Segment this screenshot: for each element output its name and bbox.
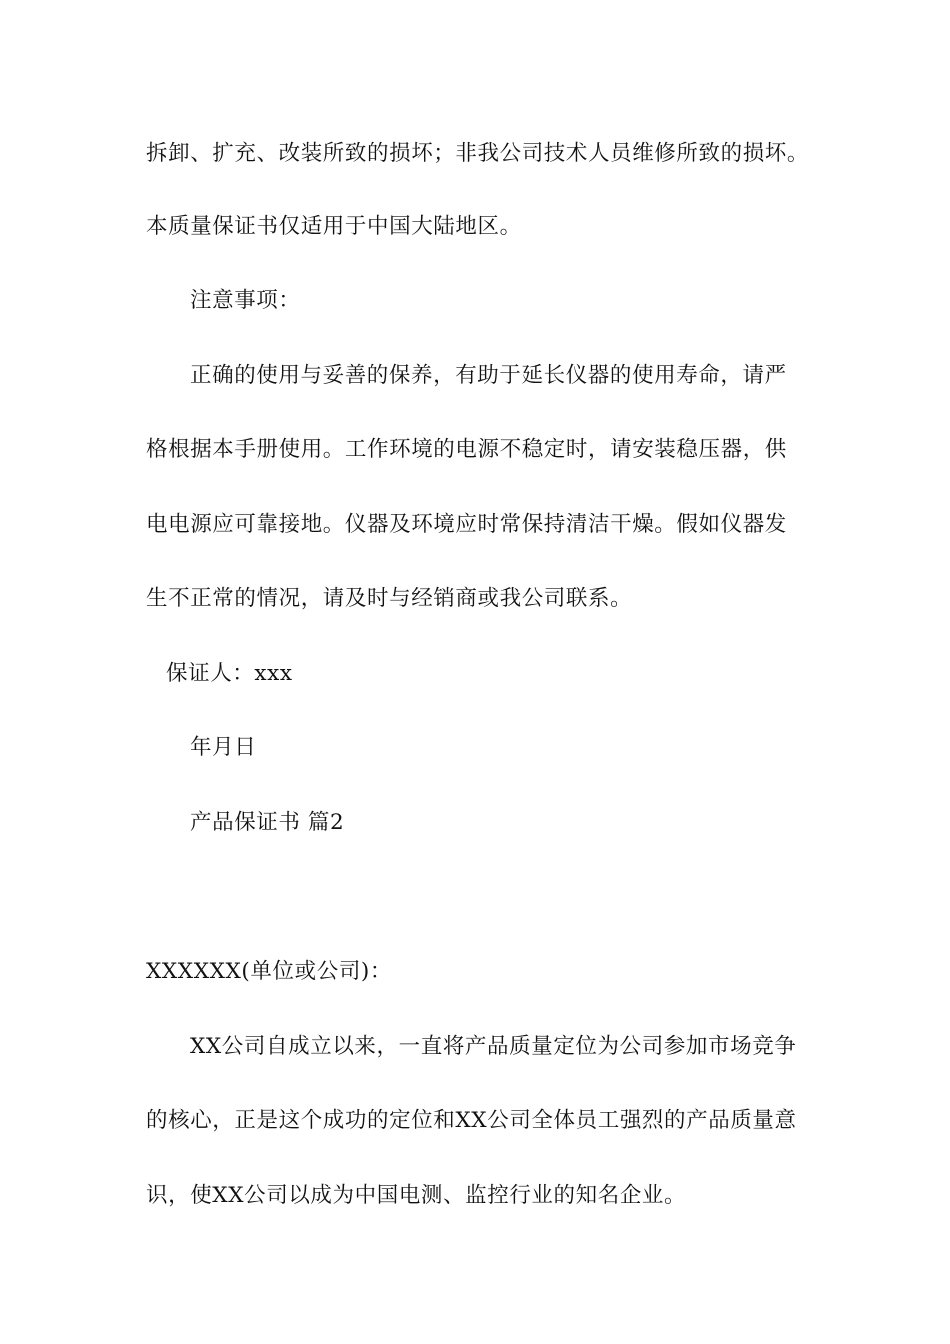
date-line: 年月日 xyxy=(190,735,257,760)
paragraph-line: 正确的使用与妥善的保养，有助于延长仪器的使用寿命，请严 xyxy=(190,363,787,388)
guarantor-line: 保证人：xxx xyxy=(166,661,293,686)
paragraph-line: 格根据本手册使用。工作环境的电源不稳定时，请安装稳压器，供 xyxy=(146,437,787,462)
paragraph-line: XX公司自成立以来，一直将产品质量定位为公司参加市场竞争 xyxy=(190,1034,797,1059)
paragraph-line: 识，使XX公司以成为中国电测、监控行业的知名企业。 xyxy=(146,1183,687,1208)
paragraph-line: 的核心，正是这个成功的定位和XX公司全体员工强烈的产品质量意 xyxy=(146,1108,797,1133)
paragraph-line: 电电源应可靠接地。仪器及环境应时常保持清洁干燥。假如仪器发 xyxy=(146,512,787,537)
paragraph-line: 生不正常的情况，请及时与经销商或我公司联系。 xyxy=(146,586,633,611)
paragraph-line: 本质量保证书仅适用于中国大陆地区。 xyxy=(146,214,522,239)
salutation-line: XXXXXX(单位或公司)： xyxy=(146,959,393,984)
section-title: 产品保证书 篇2 xyxy=(190,810,345,835)
section-heading: 注意事项： xyxy=(190,288,301,313)
paragraph-line: 拆卸、扩充、改装所致的损坏；非我公司技术人员维修所致的损坏。 xyxy=(146,141,810,166)
